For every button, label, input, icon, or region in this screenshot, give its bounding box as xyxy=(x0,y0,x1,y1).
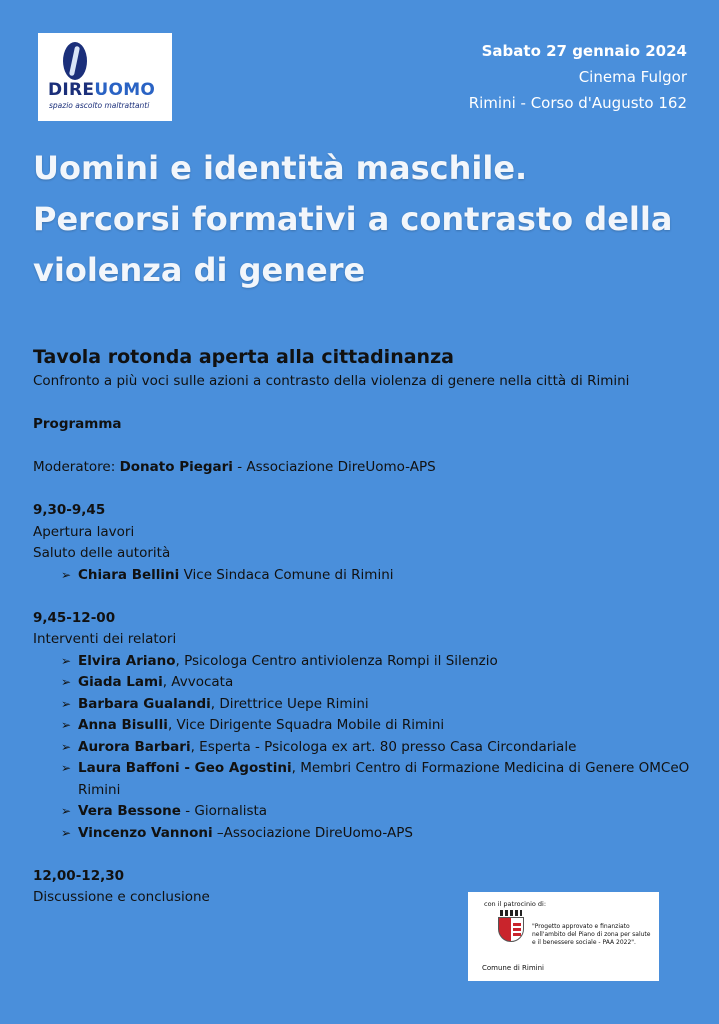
session-2-time: 9,45-12-00 xyxy=(33,609,116,626)
arrow-bullet-icon: ➢ xyxy=(61,567,72,582)
speaker-item xyxy=(63,715,693,737)
patronage-label: con il patrocinio di: xyxy=(484,900,547,908)
speaker-role: , Direttrice Uepe Rimini xyxy=(210,695,369,712)
speaker-item xyxy=(63,737,693,759)
session-1-line-1: Apertura lavori xyxy=(33,523,135,540)
speaker-item xyxy=(63,672,693,694)
roundtable-heading: Tavola rotonda aperta alla cittadinanza xyxy=(33,346,454,368)
speaker-role: , Avvocata xyxy=(162,674,234,690)
speaker-name: Anna Bisulli xyxy=(78,717,168,733)
speaker-item xyxy=(63,758,693,801)
session-3-line-1: Discussione e conclusione xyxy=(33,889,210,905)
arrow-bullet-icon: ➢ xyxy=(61,739,72,754)
speaker-name: Aurora Barbari xyxy=(78,738,191,755)
arrow-bullet-icon: ➢ xyxy=(61,696,72,711)
event-date: Sabato 27 gennaio 2024 xyxy=(481,42,687,60)
title-line-1: Uomini e identità maschile. xyxy=(33,149,528,187)
speaker-name: Elvira Ariano xyxy=(78,652,176,669)
session-1-time: 9,30-9,45 xyxy=(33,502,106,518)
speaker-role: - Giornalista xyxy=(180,803,268,819)
arrow-bullet-icon: ➢ xyxy=(61,675,72,689)
logo-name-uomo: UOMO xyxy=(94,80,156,100)
speaker-role: , Esperta - Psicologa ex art. 80 presso Casa Circondariale xyxy=(190,738,577,755)
arrow-bullet-icon: ➢ xyxy=(61,825,72,840)
speaker-item xyxy=(63,694,693,716)
speaker-name: Vincenzo Vannoni xyxy=(78,824,213,841)
speaker-item xyxy=(63,565,693,587)
speaker-name: Barbara Gualandi xyxy=(78,695,211,712)
logo-name xyxy=(48,80,155,100)
event-address: Rimini - Corso d'Augusto 162 xyxy=(468,94,687,112)
arrow-bullet-icon: ➢ xyxy=(61,718,72,732)
speaker-role: –Associazione DireUomo-APS xyxy=(212,824,413,841)
arrow-bullet-icon: ➢ xyxy=(61,761,72,775)
program-heading: Programma xyxy=(33,416,122,432)
speaker-item xyxy=(63,651,693,673)
speaker-name: Laura Baffoni - Geo Agostini xyxy=(78,760,292,776)
profile-logo-icon xyxy=(63,42,87,80)
arrow-bullet-icon: ➢ xyxy=(61,653,72,668)
patronage-note: "Progetto approvato e finanziato nell'ambito del Piano di zona per salute e il benessere sociale - PAA 2022". xyxy=(532,923,651,946)
coat-of-arms-icon xyxy=(498,910,524,942)
speaker-name: Chiara Bellini xyxy=(78,566,180,583)
event-venue: Cinema Fulgor xyxy=(578,68,687,86)
session-2-line-1: Interventi dei relatori xyxy=(33,631,177,647)
speaker-item xyxy=(63,823,693,845)
speaker-role: , Vice Dirigente Squadra Mobile di Rimini xyxy=(167,717,445,733)
logo-name-dire: DIRE xyxy=(48,80,95,100)
logo-tagline: spazio ascolto maltrattanti xyxy=(49,101,150,110)
speaker-name: Giada Lami xyxy=(78,674,163,690)
moderator-role: - Associazione DireUomo-APS xyxy=(232,459,436,475)
event-info xyxy=(469,38,687,116)
session-2-speakers xyxy=(33,651,693,845)
comune-name: Comune di Rimini xyxy=(482,964,544,972)
speaker-role: , Membri Centro di Formazione Medicina di Genere OMCeO Rimini xyxy=(78,760,690,798)
direuomo-logo xyxy=(38,33,172,121)
arrow-bullet-icon: ➢ xyxy=(61,804,72,818)
speaker-role: Vice Sindaca Comune di Rimini xyxy=(179,566,394,583)
title-line-3: violenza di genere xyxy=(33,251,366,289)
session-1-speakers xyxy=(33,565,693,587)
program-content xyxy=(33,343,693,909)
speaker-role: , Psicologa Centro antiviolenza Rompi il Silenzio xyxy=(175,652,498,669)
main-title xyxy=(33,143,693,296)
roundtable-description: Confronto a più voci sulle azioni a contrasto della violenza di genere nella città di Rimini xyxy=(33,373,630,389)
speaker-name: Vera Bessone xyxy=(78,803,181,819)
moderator-line xyxy=(33,457,693,479)
session-3-time: 12,00-12,30 xyxy=(33,867,125,884)
moderator-name: Donato Piegari xyxy=(119,459,233,475)
session-1-line-2: Saluto delle autorità xyxy=(33,545,171,561)
speaker-item xyxy=(63,801,693,823)
moderator-label: Moderatore: xyxy=(33,459,120,475)
patronage-box xyxy=(468,892,659,981)
title-line-2: Percorsi formativi a contrasto della xyxy=(33,200,673,238)
